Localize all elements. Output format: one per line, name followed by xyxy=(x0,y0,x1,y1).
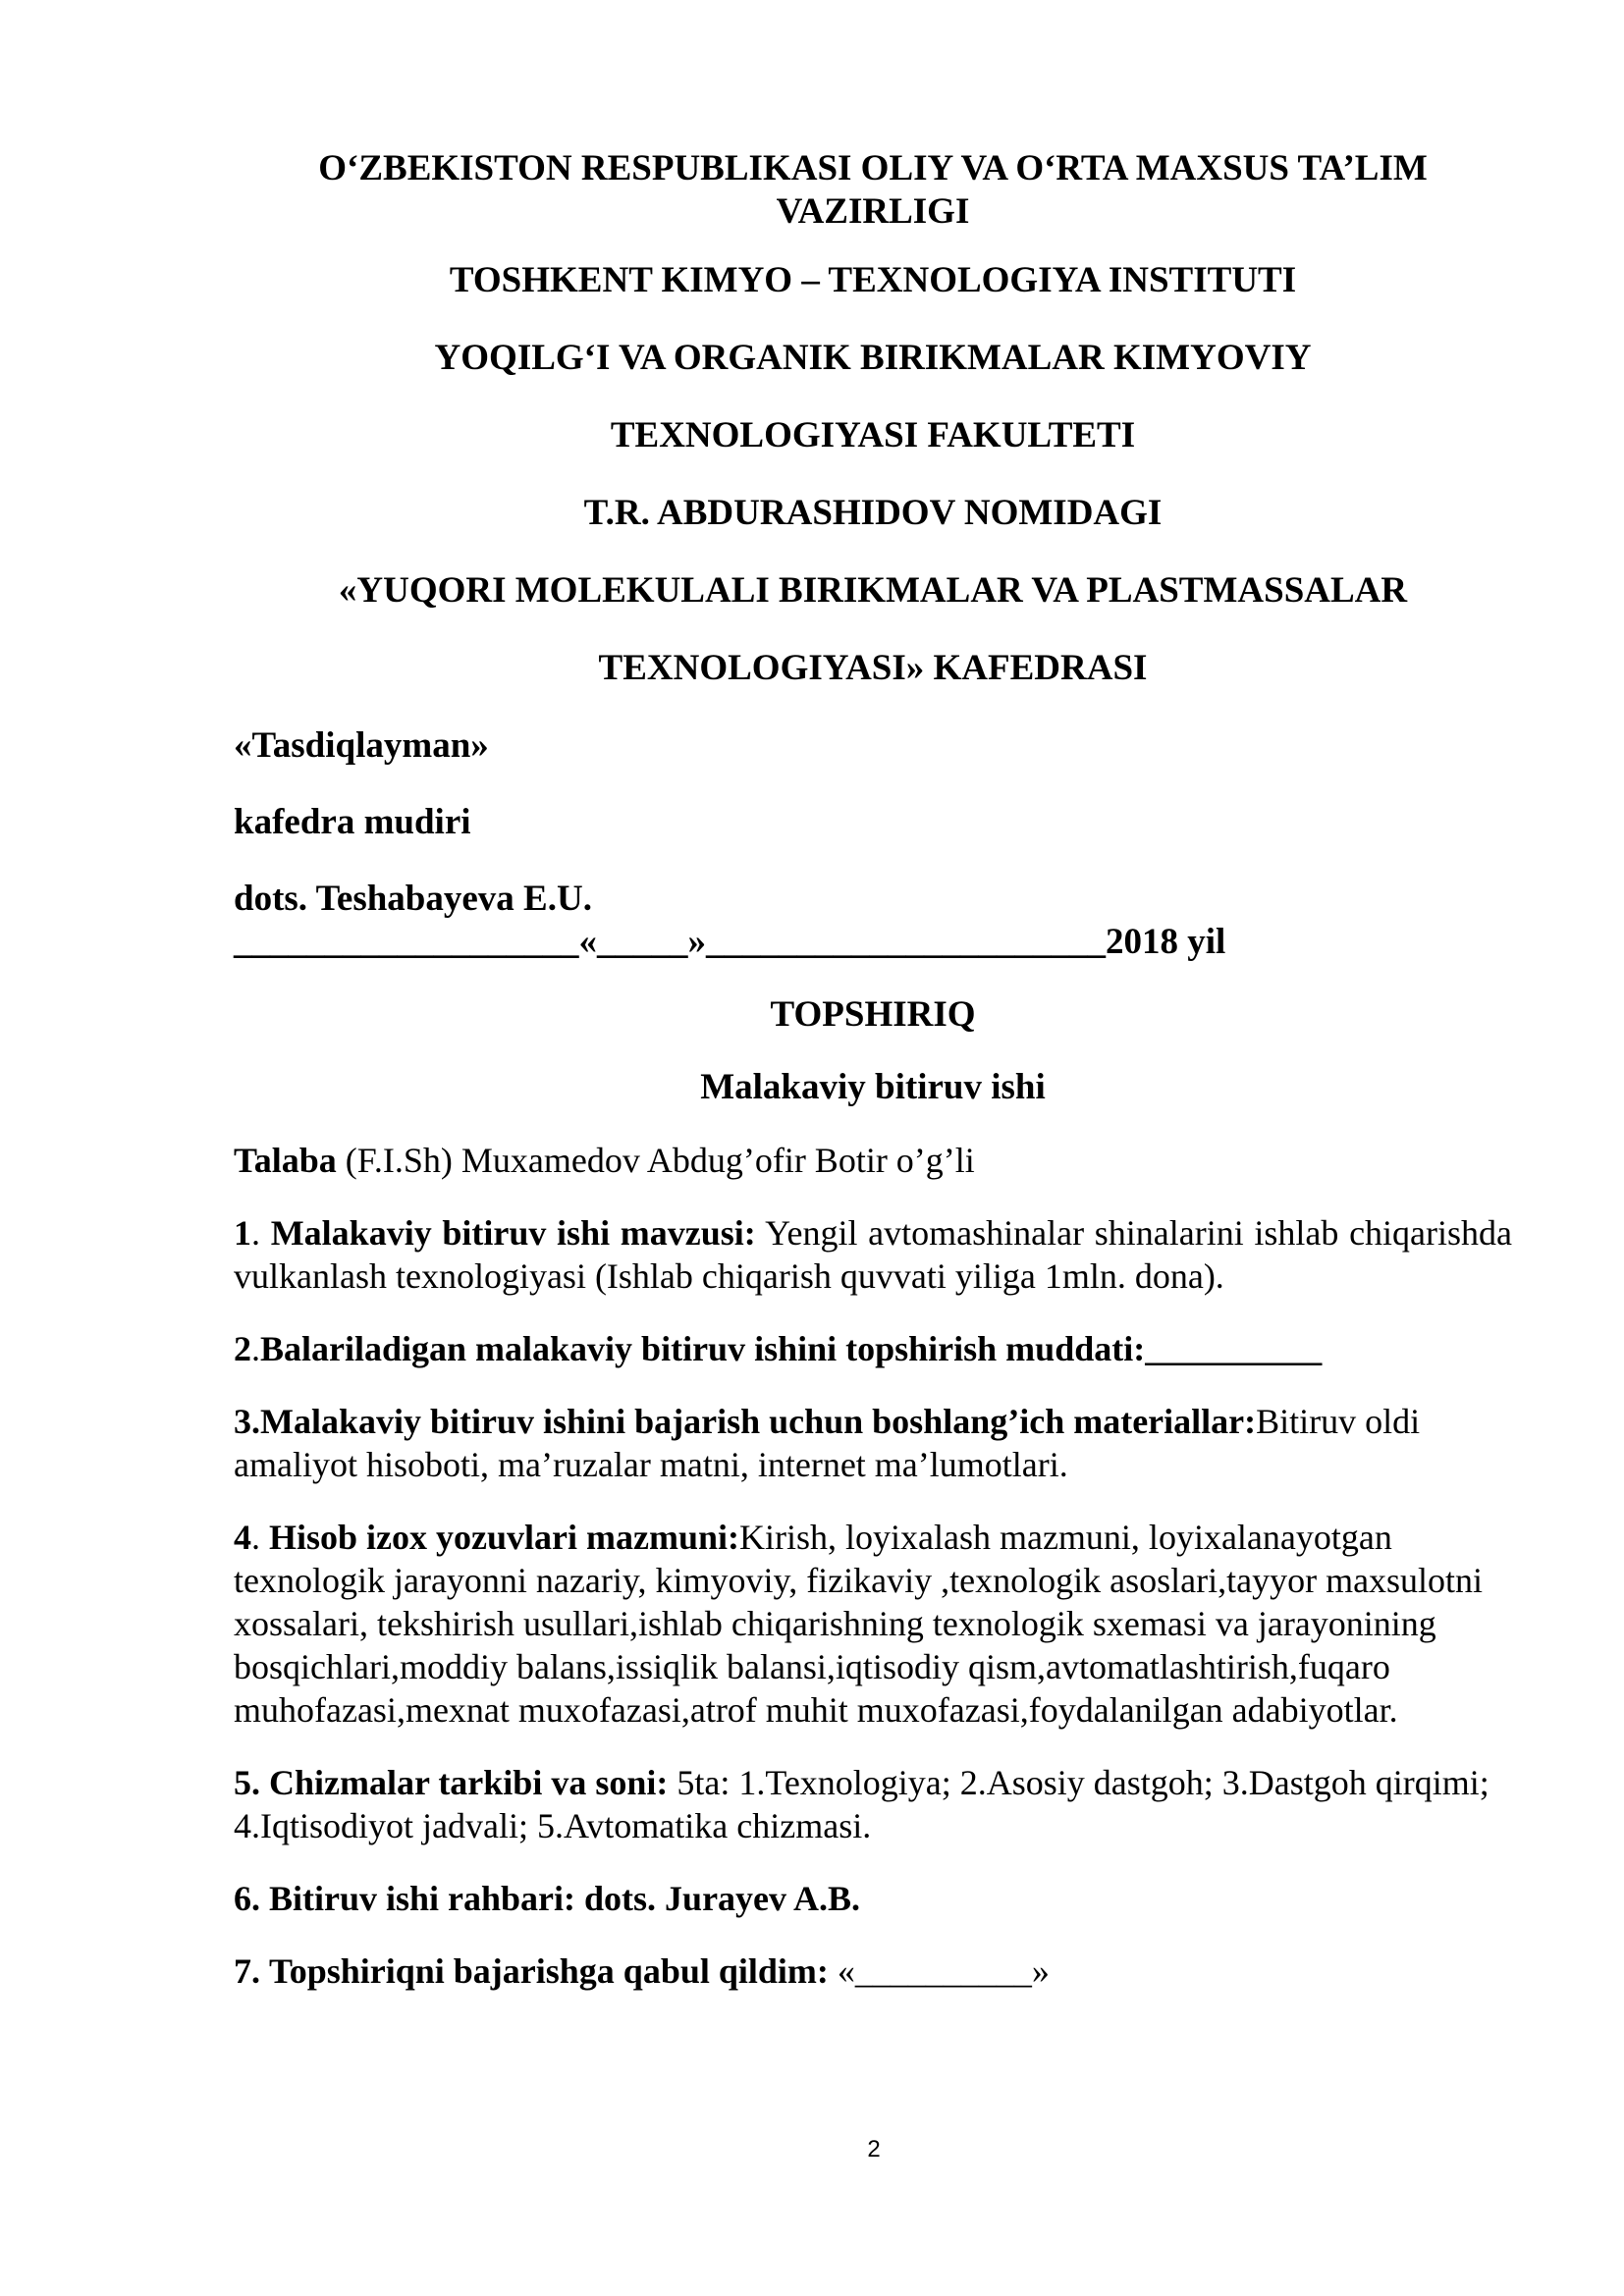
item-6-label: Bitiruv ishi rahbari: dots. Jurayev A.B. xyxy=(269,1879,861,1918)
item-5-separator xyxy=(260,1763,269,1802)
item-1-text: Yengil avtomashinalar shinalarini ishlab chiqarishda vulkanlash texnologiyasi (Ishlab chiqarish quvvati yiliga 1mln. dona). xyxy=(234,1213,1513,1296)
item-5-number: 5. xyxy=(234,1763,260,1802)
page-number: 2 xyxy=(867,2136,881,2163)
faculty-title-line-1: YOQILG‘I VA ORGANIK BIRIKMALAR KIMYOVIY xyxy=(434,338,1312,378)
item-6 xyxy=(234,1877,1512,1920)
item-1-label: Malakaviy bitiruv ishi mavzusi: xyxy=(270,1213,756,1253)
item-3-text: Bitiruv oldi amaliyot hisoboti, ma’ruzalar matni, internet ma’lumotlari. xyxy=(234,1402,1421,1484)
approver-position: kafedra mudiri xyxy=(234,802,471,842)
task-subtitle: Malakaviy bitiruv ishi xyxy=(700,1067,1046,1107)
item-4-separator: . xyxy=(251,1518,269,1557)
approval-block xyxy=(234,724,1512,921)
institute-title: TOSHKENT KIMYO – TEXNOLOGIYA INSTITUTI xyxy=(449,260,1297,300)
approval-date-line: ___________________«_____»______________________2018 yil xyxy=(234,922,1226,962)
item-7-number: 7. xyxy=(234,1951,260,1991)
item-4-number: 4 xyxy=(234,1518,251,1557)
student-label: Talaba xyxy=(234,1141,337,1180)
item-6-number: 6. xyxy=(234,1879,260,1918)
item-7-label: Topshiriqni bajarishga qabul qildim: xyxy=(269,1951,829,1991)
item-1-number: 1 xyxy=(234,1213,251,1253)
item-7-separator xyxy=(260,1951,269,1991)
document-content xyxy=(234,147,1512,2022)
item-4-text: Kirish, loyixalash mazmuni, loyixalanayotgan texnologik jarayonni nazariy, kimyoviy, fizikaviy ,texnologik asoslari,tayyor maxsulotni xossalari, tekshirish usullari,ishlab chiqarishning texnologik sxemasi va jarayonining bosqichlari,moddiy balans,issiqlik balansi,iqtisodiy qism,avtomatlashtirish,fuqaro muhofazasi,mexnat muxofazasi,atrof muhit muxofazasi,foydalanilgan adabiyotlar. xyxy=(234,1518,1484,1730)
item-3-label: Malakaviy bitiruv ishini bajarish uchun boshlang’ich materiallar: xyxy=(260,1402,1257,1441)
item-6-separator xyxy=(260,1879,269,1918)
item-2 xyxy=(234,1327,1512,1370)
item-3 xyxy=(234,1400,1512,1486)
department-title-line-1: «YUQORI MOLEKULALI BIRIKMALAR VA PLASTMASSALAR xyxy=(338,570,1408,611)
department-named-after: T.R. ABDURASHIDOV NOMIDAGI xyxy=(583,493,1163,533)
student-value: (F.I.Sh) Muxamedov Abdug’ofir Botir o’g’li xyxy=(336,1141,975,1180)
item-1-separator: . xyxy=(251,1213,271,1253)
department-title-line-2: TEXNOLOGIYASI» KAFEDRASI xyxy=(598,648,1148,688)
item-3-number: 3. xyxy=(234,1402,260,1441)
student-line xyxy=(234,1139,1512,1182)
task-title: TOPSHIRIQ xyxy=(770,994,976,1035)
item-2-number: 2 xyxy=(234,1329,251,1368)
item-4 xyxy=(234,1516,1512,1732)
item-1 xyxy=(234,1211,1512,1298)
ministry-title: O‘ZBEKISTON RESPUBLIKASI OLIY VA O‘RTA MAXSUS TA’LIM VAZIRLIGI xyxy=(318,148,1428,232)
approval-heading: «Tasdiqlayman» xyxy=(234,725,489,766)
item-5 xyxy=(234,1761,1512,1847)
item-5-label: Chizmalar tarkibi va soni: xyxy=(269,1763,669,1802)
item-7-text: «__________» xyxy=(828,1951,1050,1991)
faculty-title-line-2: TEXNOLOGIYASI FAKULTETI xyxy=(610,415,1136,455)
item-7 xyxy=(234,1949,1512,1993)
item-2-label: Balariladigan malakaviy bitiruv ishini topshirish muddati:__________ xyxy=(260,1329,1323,1368)
institution-header xyxy=(234,147,1512,690)
item-5-text: 5ta: 1.Texnologiya; 2.Asosiy dastgoh; 3.Dastgoh qirqimi; 4.Iqtisodiyot jadvali; 5.Avtomatika chizmasi. xyxy=(234,1763,1489,1845)
item-4-label: Hisob izox yozuvlari mazmuni: xyxy=(269,1518,739,1557)
item-2-separator: . xyxy=(251,1329,260,1368)
approver-name: dots. Teshabayeva E.U. xyxy=(234,879,592,919)
